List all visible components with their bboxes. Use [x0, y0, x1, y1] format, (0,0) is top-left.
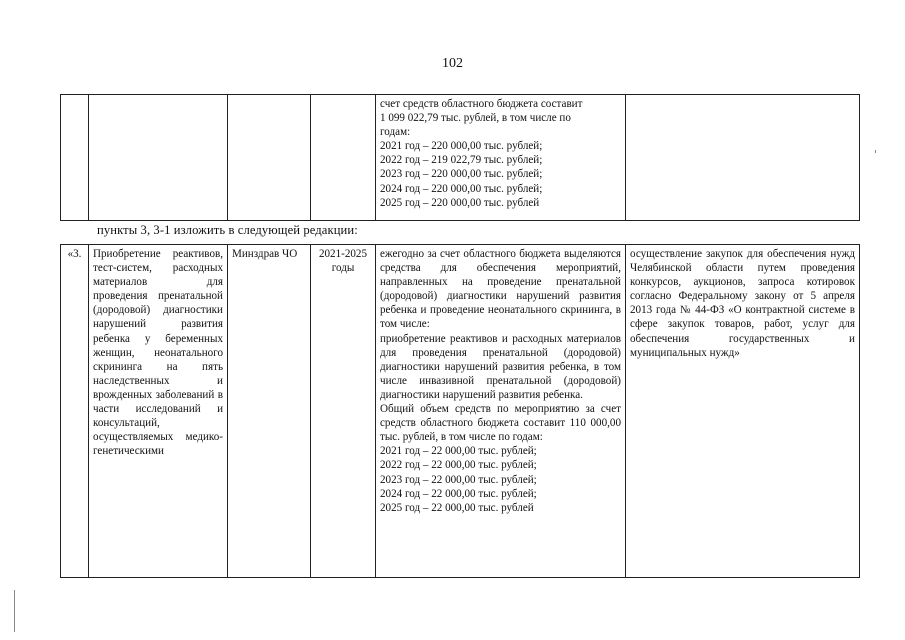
cell-activity [89, 95, 228, 221]
cell-number [61, 95, 89, 221]
table-main [60, 244, 860, 578]
funding-line: 2023 год – 220 000,00 тыс. рублей; [380, 168, 543, 181]
cell-period: 2021-2025 годы [311, 245, 376, 578]
cell-executor: Минздрав ЧО [228, 245, 311, 578]
year-line: 2024 год – 22 000,00 тыс. рублей; [380, 487, 537, 500]
description-paragraph: Общий объем средств по мероприятию за счет средств областного бюджета составит 110 000,00 тыс. рублей, в том числе по годам: [380, 403, 621, 444]
funding-line: 2021 год – 220 000,00 тыс. рублей; [380, 140, 543, 153]
year-line: 2021 год – 22 000,00 тыс. рублей; [380, 445, 537, 458]
cell-executor [228, 95, 311, 221]
description-paragraph: приобретение реактивов и расходных материалов для проведения пренатальной (дородовой) диагностики нарушений развития ребенка, в том числе инвазивной пренатальной (дородовой) диагностики нарушений развития ребенка. [380, 332, 621, 401]
cell-activity: Приобретение реактивов, тест-систем, расходных материалов для проведения пренатальной (дородовой) диагностики нарушений развития ребенка у беременных женщин, неонатального скрининга на пять наследственных и врожденных заболеваний в части исследований и консультаций, осуществляемых медико-генетическими [89, 245, 228, 578]
page-number: 102 [442, 56, 463, 71]
table-continuation [60, 94, 860, 221]
cell-mechanism [626, 95, 860, 221]
description-paragraph: ежегодно за счет областного бюджета выделяются средства для обеспечения мероприятий, направленных на проведение пренатальной (дородовой) диагностики нарушений развития ребенка и проведение неонатального скрининга, в том числе: [380, 248, 621, 331]
scan-artifact [875, 150, 876, 153]
cell-procurement: осуществление закупок для обеспечения нужд Челябинской области путем проведения конкурсов, аукционов, запроса котировок согласно Федеральному закону от 5 апреля 2013 года № 44-ФЗ «О контрактной системе в сфере закупок товаров, работ, услуг для обеспечения государственных и муниципальных нужд» [626, 245, 860, 578]
intro-text: пункты 3, 3-1 изложить в следующей редакции: [97, 223, 358, 237]
funding-line: счет средств областного бюджета составит [380, 98, 583, 110]
funding-line: 1 099 022,79 тыс. рублей, в том числе по [380, 112, 571, 125]
year-line: 2025 год – 22 000,00 тыс. рублей [380, 501, 534, 514]
funding-line: годам: [380, 126, 411, 139]
year-line: 2022 год – 22 000,00 тыс. рублей; [380, 459, 537, 472]
cell-description [376, 245, 626, 578]
cell-period [311, 95, 376, 221]
scan-artifact [14, 590, 15, 632]
year-line: 2023 год – 22 000,00 тыс. рублей; [380, 473, 537, 486]
table-row [61, 95, 860, 221]
funding-line: 2022 год – 219 022,79 тыс. рублей; [380, 154, 543, 167]
funding-line: 2024 год – 220 000,00 тыс. рублей; [380, 182, 543, 195]
funding-line: 2025 год – 220 000,00 тыс. рублей [380, 196, 540, 209]
cell-funding [376, 95, 626, 221]
cell-number: «3. [61, 245, 89, 578]
table-row [61, 245, 860, 578]
